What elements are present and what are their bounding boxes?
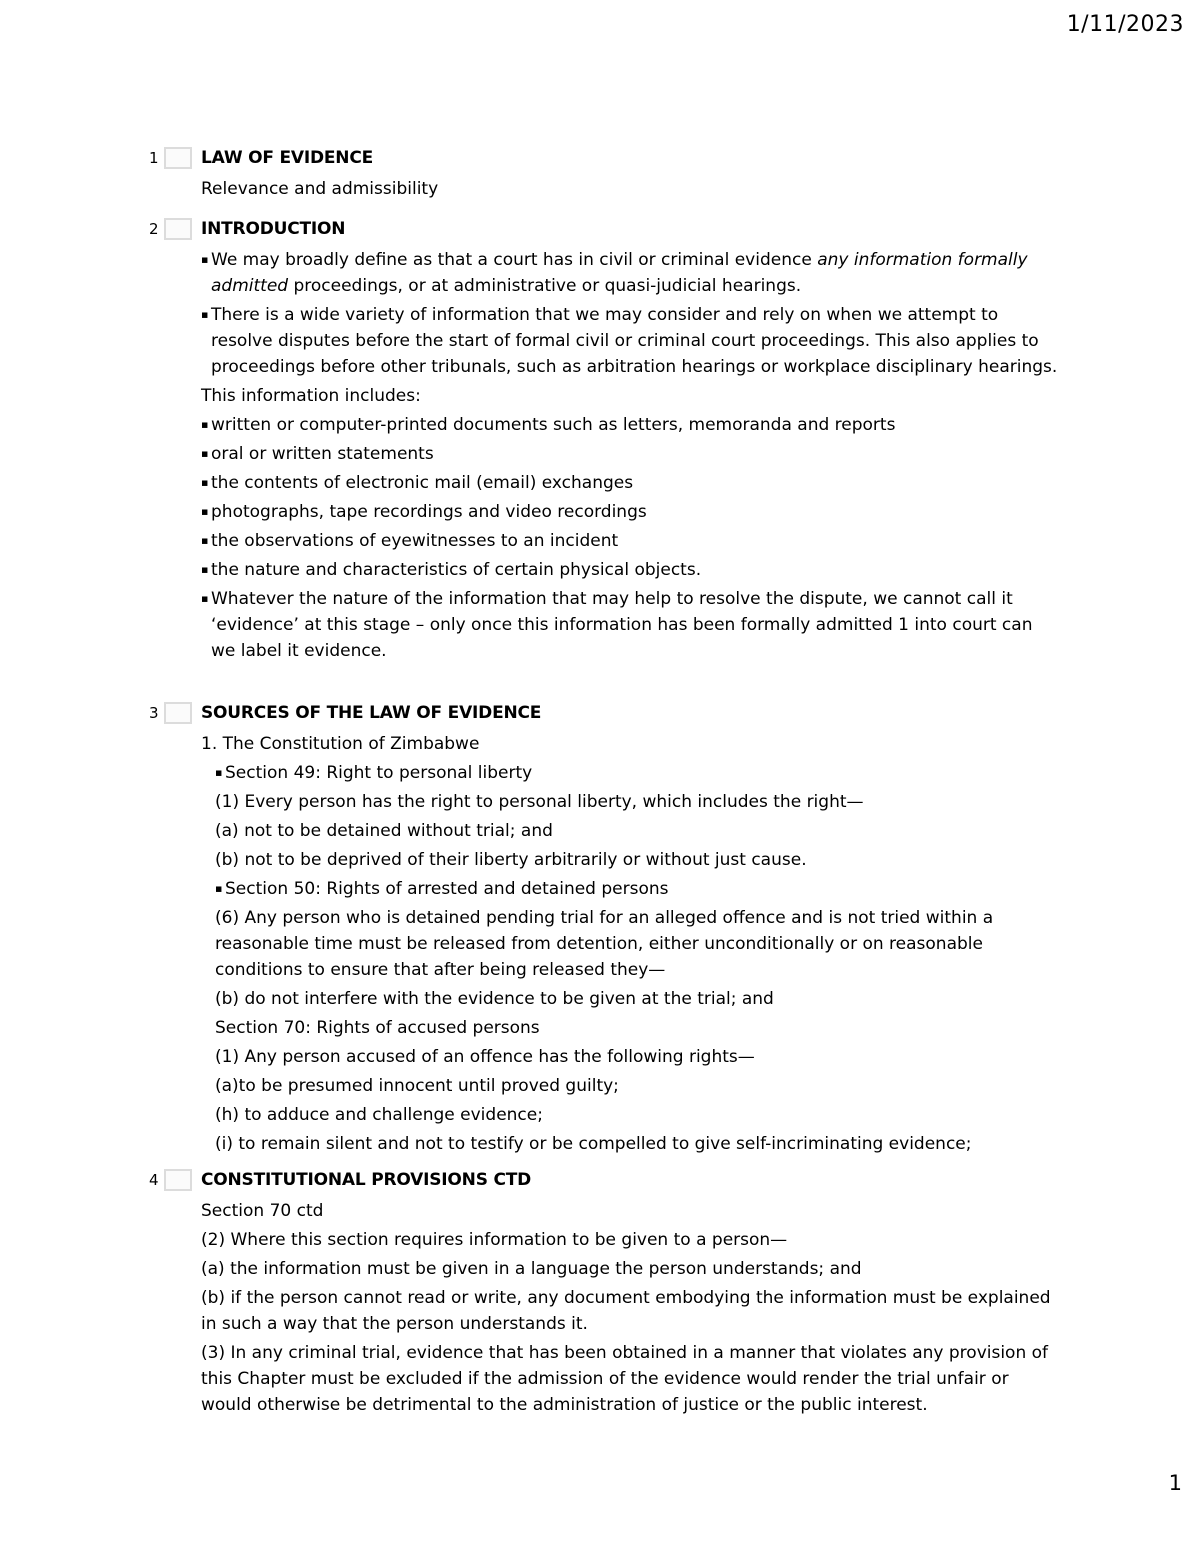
list-item: ▪ the nature and characteristics of certain physical objects. xyxy=(201,557,1081,583)
paragraph: Section 70: Rights of accused persons xyxy=(215,1018,540,1038)
slide-thumbnail-icon xyxy=(164,218,192,240)
paragraph: (2) Where this section requires information to be given to a person— xyxy=(201,1230,788,1250)
page-number: 1 xyxy=(1168,1471,1182,1495)
paragraph: (i) to remain silent and not to testify or be compelled to give self-incriminating evidence; xyxy=(215,1134,972,1154)
slide-title: SOURCES OF THE LAW OF EVIDENCE xyxy=(201,703,542,723)
emphasis-text: any information formally admitted xyxy=(211,250,1028,296)
paragraph: (a) the information must be given in a language the person understands; and xyxy=(201,1259,862,1279)
slide-title: LAW OF EVIDENCE xyxy=(201,148,374,168)
slide-subtitle: Relevance and admissibility xyxy=(201,179,439,199)
list-item: ▪ the contents of electronic mail (email) exchanges xyxy=(201,470,1081,496)
slide-number: 3 xyxy=(149,704,159,722)
list-item: ▪ the observations of eyewitnesses to an incident xyxy=(201,528,1081,554)
paragraph: (a)to be presumed innocent until proved guilty; xyxy=(215,1076,619,1096)
paragraph: (1) Any person accused of an offence has the following rights— xyxy=(215,1047,755,1067)
list-item: ▪ written or computer-printed documents such as letters, memoranda and reports xyxy=(201,412,1081,438)
list-item: ▪ oral or written statements xyxy=(201,441,1081,467)
paragraph: (h) to adduce and challenge evidence; xyxy=(215,1105,543,1125)
list-item: ▪ photographs, tape recordings and video recordings xyxy=(201,499,1081,525)
slide-thumbnail-icon xyxy=(164,702,192,724)
list-item: ▪ Section 49: Right to personal liberty xyxy=(215,760,1081,786)
list-item: ▪ Section 50: Rights of arrested and detained persons xyxy=(215,876,1081,902)
slide-number: 2 xyxy=(149,220,159,238)
paragraph: This information includes: xyxy=(201,386,421,406)
paragraph: Section 70 ctd xyxy=(201,1201,324,1221)
paragraph: (1) Every person has the right to personal liberty, which includes the right— xyxy=(215,792,864,812)
slide-title: INTRODUCTION xyxy=(201,219,346,239)
paragraph: (b) not to be deprived of their liberty arbitrarily or without just cause. xyxy=(215,850,807,870)
paragraph: (a) not to be detained without trial; and xyxy=(215,821,553,841)
paragraph: (b) do not interfere with the evidence to be given at the trial; and xyxy=(215,989,774,1009)
paragraph: 1. The Constitution of Zimbabwe xyxy=(201,734,480,754)
slide-thumbnail-icon xyxy=(164,147,192,169)
bullet-item: ▪ We may broadly define as that a court has in civil or criminal evidence any information formally admitted proceedings, or at administrative or quasi-judicial hearings. xyxy=(201,247,1051,299)
bullet-item: ▪ Whatever the nature of the information that may help to resolve the dispute, we cannot call it ‘evidence’ at this stage – only once this information has been formally admitted 1 into court can we label it evidence. xyxy=(201,586,1056,664)
paragraph: (6) Any person who is detained pending trial for an alleged offence and is not tried within a reasonable time must be released from detention, either unconditionally or on reasonable conditions to ensure that after being released they— xyxy=(215,908,994,980)
bullet-item: ▪ There is a wide variety of information that we may consider and rely on when we attempt to resolve disputes before the start of formal civil or criminal court proceedings. This also applies to proceedings before other tribunals, such as arbitration hearings or workplace disciplinary hearings. xyxy=(201,302,1061,380)
slide-thumbnail-icon xyxy=(164,1169,192,1191)
slide-title: CONSTITUTIONAL PROVISIONS CTD xyxy=(201,1170,532,1190)
slide-number: 4 xyxy=(149,1171,159,1189)
header-date: 1/11/2023 xyxy=(1066,12,1184,37)
paragraph: (b) if the person cannot read or write, any document embodying the information must be explained in such a way that the person understands it. xyxy=(201,1288,1051,1334)
slide-number: 1 xyxy=(149,149,159,167)
paragraph: (3) In any criminal trial, evidence that has been obtained in a manner that violates any provision of this Chapter must be excluded if the admission of the evidence would render the trial unfair or would otherwise be detrimental to the administration of justice or the public interest. xyxy=(201,1343,1049,1415)
